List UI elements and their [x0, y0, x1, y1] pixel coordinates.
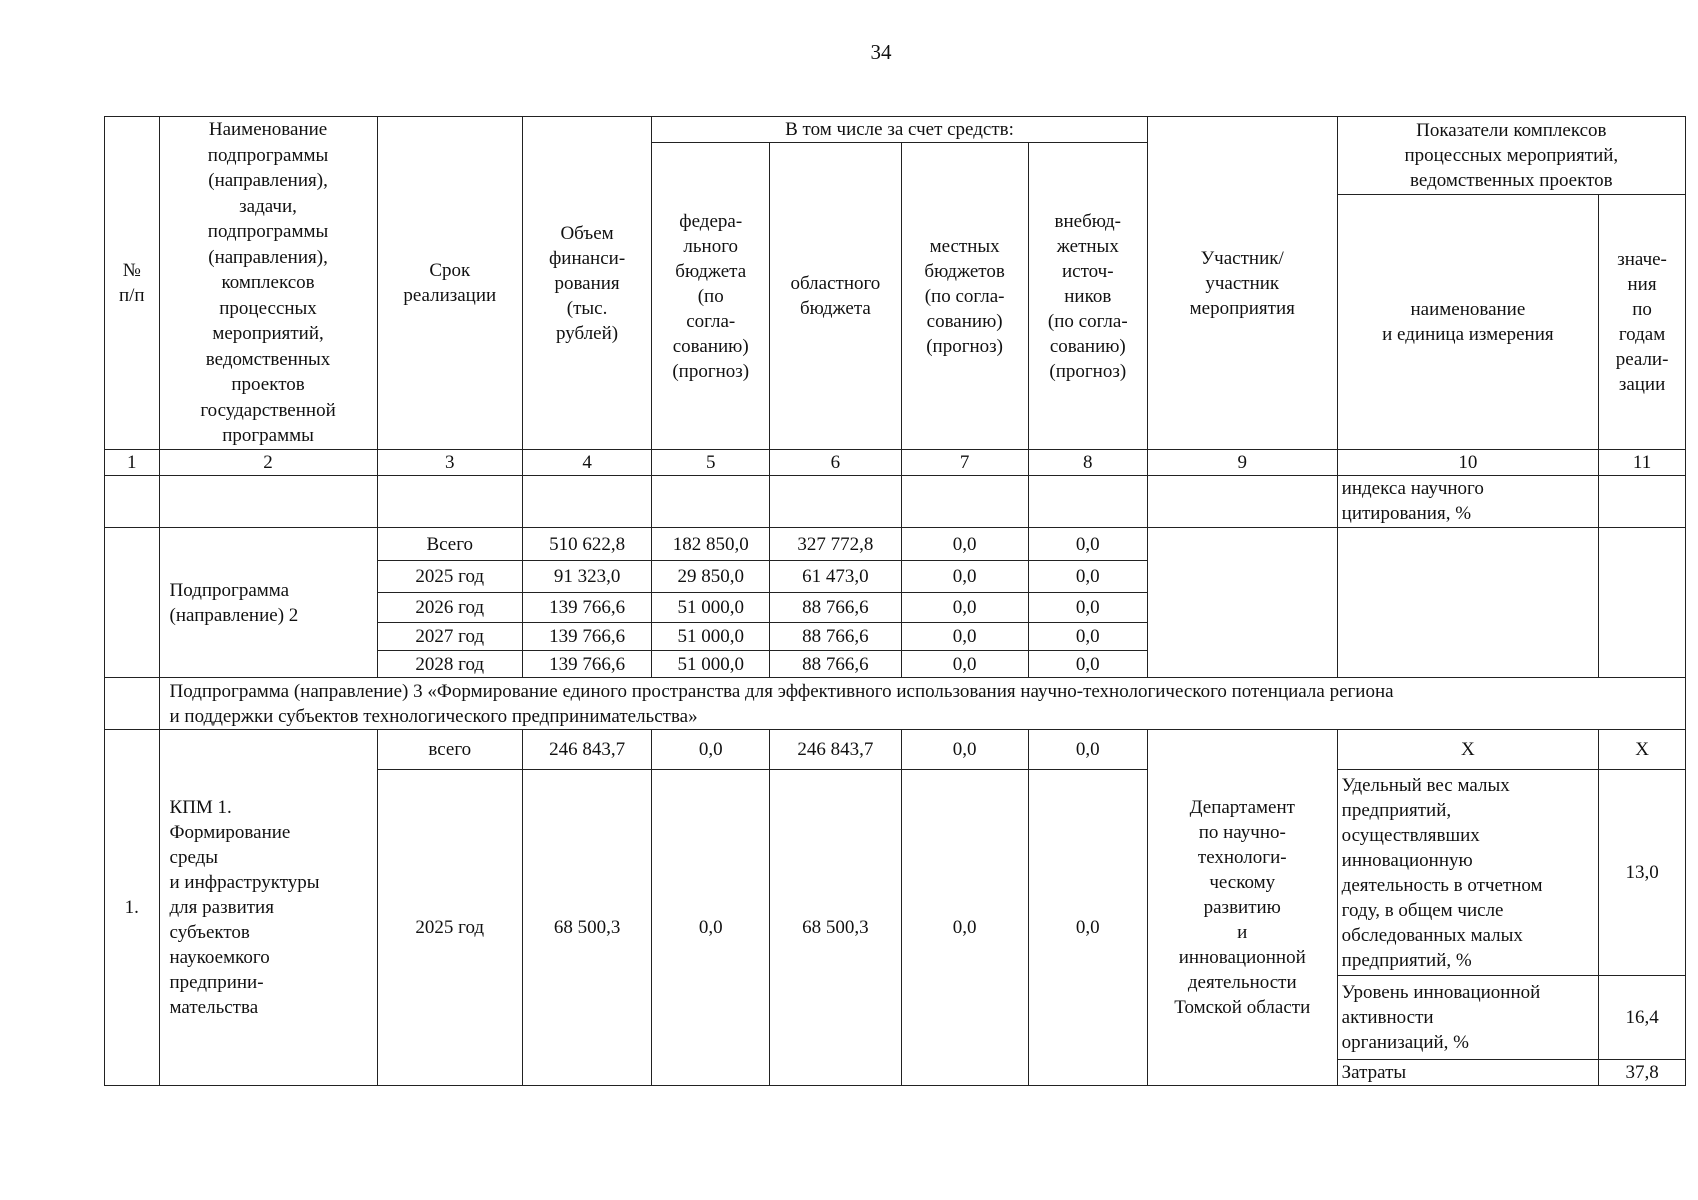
- column-numbers-row: [105, 450, 1686, 476]
- cell-extra: 0,0: [1028, 528, 1147, 561]
- cell-volume: 91 323,0: [522, 561, 651, 593]
- table-row: [105, 730, 1686, 770]
- col-number: 1: [105, 450, 160, 476]
- indicator-value: 13,0: [1599, 770, 1686, 976]
- header-row-1: [105, 117, 1686, 143]
- cell-volume: 68 500,3: [522, 770, 651, 1086]
- cell-volume: 139 766,6: [522, 651, 651, 678]
- cell-ind-name: Х: [1337, 730, 1598, 770]
- cell-federal: 29 850,0: [652, 561, 770, 593]
- cell-regional: 88 766,6: [770, 593, 901, 623]
- header-incl: В том числе за счет средств:: [652, 117, 1148, 143]
- cont-indicator: индекса научного цитирования, %: [1337, 476, 1598, 528]
- indicator-value: 16,4: [1599, 976, 1686, 1060]
- cell-federal: 0,0: [652, 730, 770, 770]
- cell-local: 0,0: [901, 770, 1028, 1086]
- header-participant: Участник/ участник мероприятия: [1147, 117, 1337, 450]
- col-number: 9: [1147, 450, 1337, 476]
- cell-federal: 51 000,0: [652, 651, 770, 678]
- cell-regional: 246 843,7: [770, 730, 901, 770]
- header-federal: федера- льного бюджета (по согла- сованию) (прогноз): [652, 143, 770, 450]
- indicator-name: Удельный вес малых предприятий, осуществлявших инновационную деятельность в отчетном году, в общем числе обследованных малых предприятий, %: [1337, 770, 1598, 976]
- cell-federal: 182 850,0: [652, 528, 770, 561]
- cell-volume: 139 766,6: [522, 593, 651, 623]
- cell-period: 2026 год: [377, 593, 522, 623]
- cell-regional: 88 766,6: [770, 651, 901, 678]
- col-number: 6: [770, 450, 901, 476]
- cell-federal: 51 000,0: [652, 593, 770, 623]
- indicator-value: 37,8: [1599, 1060, 1686, 1086]
- header-ind-name: наименование и единица измерения: [1337, 195, 1598, 450]
- cell-period: всего: [377, 730, 522, 770]
- col-number: 7: [901, 450, 1028, 476]
- header-name: Наименование подпрограммы (направления), задачи, подпрограммы (направления), комплексов процессных мероприятий, ведомственных проектов государственной программы: [159, 117, 377, 450]
- col-number: 11: [1599, 450, 1686, 476]
- page-number: 34: [870, 40, 892, 64]
- kpm1-participant: Департамент по научно- технологи- ческому развитию и инновационной деятельности Томской области: [1147, 730, 1337, 1086]
- cell-period: 2025 год: [377, 770, 522, 1086]
- header-indicators: Показатели комплексов процессных мероприятий, ведомственных проектов: [1337, 117, 1685, 195]
- col-number: 4: [522, 450, 651, 476]
- cell-regional: 327 772,8: [770, 528, 901, 561]
- cell-local: 0,0: [901, 730, 1028, 770]
- cell-period: 2028 год: [377, 651, 522, 678]
- cell-local: 0,0: [901, 651, 1028, 678]
- cell-extra: 0,0: [1028, 730, 1147, 770]
- cell-local: 0,0: [901, 623, 1028, 651]
- cell-federal: 51 000,0: [652, 623, 770, 651]
- cell-period: 2027 год: [377, 623, 522, 651]
- header-regional: областного бюджета: [770, 143, 901, 450]
- cell-local: 0,0: [901, 593, 1028, 623]
- cell-volume: 510 622,8: [522, 528, 651, 561]
- continuation-row: [105, 476, 1686, 528]
- col-number: 2: [159, 450, 377, 476]
- header-extra: внебюд- жетных источ- ников (по согла- сованию) (прогноз): [1028, 143, 1147, 450]
- cell-extra: 0,0: [1028, 593, 1147, 623]
- cell-volume: 139 766,6: [522, 623, 651, 651]
- cell-regional: 61 473,0: [770, 561, 901, 593]
- cell-period: 2025 год: [377, 561, 522, 593]
- cell-local: 0,0: [901, 561, 1028, 593]
- cell-regional: 68 500,3: [770, 770, 901, 1086]
- cell-federal: 0,0: [652, 770, 770, 1086]
- header-volume: Объем финанси- рования (тыс. рублей): [522, 117, 651, 450]
- header-local: местных бюджетов (по согла- сованию) (прогноз): [901, 143, 1028, 450]
- kpm1-name: КПМ 1. Формирование среды и инфраструктуры для развития субъектов наукоемкого предприни- мательства: [159, 730, 377, 1086]
- indicator-name: Уровень инновационной активности организаций, %: [1337, 976, 1598, 1060]
- col-number: 10: [1337, 450, 1598, 476]
- cell-extra: 0,0: [1028, 651, 1147, 678]
- indicator-name: Затраты: [1337, 1060, 1598, 1086]
- col-number: 5: [652, 450, 770, 476]
- header-ind-values: значе- ния по годам реали- зации: [1599, 195, 1686, 450]
- subprogram3-row: [105, 678, 1686, 730]
- cell-extra: 0,0: [1028, 770, 1147, 1086]
- cell-extra: 0,0: [1028, 561, 1147, 593]
- cell-local: 0,0: [901, 528, 1028, 561]
- kpm1-num: 1.: [105, 730, 160, 1086]
- cell-period: Всего: [377, 528, 522, 561]
- cell-extra: 0,0: [1028, 623, 1147, 651]
- header-num: № п/п: [105, 117, 160, 450]
- subprogram2-name: Подпрограмма (направление) 2: [159, 528, 377, 678]
- table-row: [105, 528, 1686, 561]
- header-period: Срок реализации: [377, 117, 522, 450]
- cell-regional: 88 766,6: [770, 623, 901, 651]
- col-number: 3: [377, 450, 522, 476]
- program-table: [104, 116, 1686, 1086]
- col-number: 8: [1028, 450, 1147, 476]
- subprogram3-title: Подпрограмма (направление) 3 «Формирование единого пространства для эффективного использования научно-технологического потенциала региона и поддержки субъектов технологического предпринимательства»: [159, 678, 1685, 730]
- cell-volume: 246 843,7: [522, 730, 651, 770]
- cell-ind-value: Х: [1599, 730, 1686, 770]
